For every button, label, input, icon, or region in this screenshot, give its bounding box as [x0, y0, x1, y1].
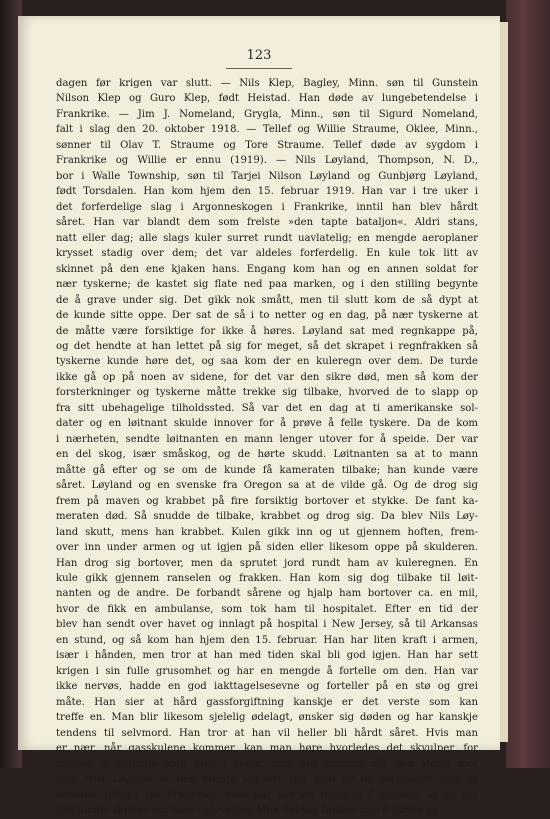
- text-line: gassen er flytende stoff inne i kulen, som blir sprengt når den støter mot: [56, 758, 478, 770]
- text-line: hvor de fikk en ambulanse, som tok ham til hospitalet. Efter en tid der: [56, 603, 478, 615]
- text-line: især i hånden, men tror at han med tiden skal bli god igjen. Han har sett: [56, 650, 478, 662]
- text-line: krigen i sin fulle grusomhet og har en mengde å fortelle om den. Han var: [56, 665, 478, 677]
- text-line: kule gikk gjennem ranselen og frakken. Han kom sig dog tilbake til løit-: [56, 573, 478, 584]
- text-line: måtte gå efter og se om de kunde få kameraten tilbake; han kunde være: [56, 464, 478, 476]
- text-line: dagen før krigen var slutt. — Nils Klep, Bagley, Minn. søn til Gunstein: [56, 78, 478, 89]
- text-line: født Torsdalen. Han kom hjem den 15. februar 1919. Han var i tre uker i: [56, 186, 478, 198]
- text-line: bok kunde skrives om hans oplevelser. Men det var tanken min å skrive en: [56, 805, 439, 817]
- text-line: meraten død. Så snudde de tilbake, krabbet og drog sig. Da blev Nils Løy-: [56, 511, 478, 523]
- body-text: [56, 76, 478, 819]
- text-line: dater og en løitnant skulde innover for å prøve å felle tyskere. Da de kom: [56, 418, 478, 430]
- text-line: sønner til Olav T. Straume og Tore Straume. Tellef døde av sygdom i: [56, 139, 478, 151]
- text-line: Han drog sig bortover, men da sprutet jord rundt ham av kuleregnen. En: [56, 557, 478, 569]
- text-line: en stund, og så kom han hjem den 15. februar. Han har liten kraft i armen,: [56, 634, 478, 646]
- text-line: bor i Walle Township, søn til Tarjei Nilson Løyland og Gunbjørg Løyland,: [56, 170, 478, 182]
- text-line: de kunde sitte oppe. Der sat de så i to netter og en dag, på nær tyskerne at: [56, 310, 478, 322]
- text-line: og det hendte at han lettet på sig for meget, så det skrapet i regnfrakken så: [56, 340, 478, 352]
- text-line: det forferdelige slag i Argonneskogen i Frankrike, inntil han blev hårdt: [56, 201, 478, 213]
- text-line: skinnet på den ene kjaken hans. Engang kom han og en annen soldat for: [56, 263, 478, 275]
- book-cover-right-edge: [506, 0, 550, 768]
- text-line: kommet tilbake fra Frankrike. Han har slik en mengde å fortelle, at en hel: [56, 789, 478, 801]
- text-line: Nilson Klep og Guro Klep, født Heistad. Han døde av lungebetendelse i: [56, 93, 478, 105]
- text-line: nanten og de andre. De forbandt sårene og hjalp ham bortover ca. en mil,: [56, 588, 478, 600]
- text-line: i nærheten, sendte løitnanten en mann lenger utover for å speide. Der var: [56, 433, 478, 445]
- text-line: blev han sendt over havet og innlagt på hospital i New Jersey, så til Arkansas: [56, 619, 478, 631]
- text-line: falt i slag den 20. oktober 1918. — Tellef og Willie Straume, Oklee, Minn.,: [56, 124, 478, 136]
- text-line: land skutt, mens han krabbet. Kulen gikk inn og ut gjennem hoften, frem-: [56, 526, 478, 538]
- text-line: treffe en. Man blir likesom sjelelig ødelagt, ønsker sig døden og har kanskje: [56, 712, 478, 724]
- page-number: 123: [246, 48, 272, 63]
- text-line: krysset stadig over dem; det var aldeles forferdelig. En kule tok litt av: [56, 248, 478, 260]
- text-line: ikke gå op på noen av sidene, for det var den sikre død, men så kom der: [56, 371, 478, 383]
- text-line: en del skog, især småskog, og de hørte skudd. Løitnanten sa at to mann: [56, 449, 478, 461]
- text-line: tendens til selvmord. Han tror at han vil heller bli hårdt såret. Hvis man: [56, 727, 478, 739]
- book-page: [18, 16, 500, 817]
- text-line: er nær, når gasskulene kommer, kan man høre hvorledes det skvulper, for: [56, 743, 478, 755]
- text-line: såret. Han var blandt dem som frelste »den tapte bataljon«. Aldri stans,: [56, 217, 478, 229]
- text-line: Frankrike. — Jim J. Nomeland, Grygla, Minn., søn til Sigurd Nomeland,: [56, 108, 478, 120]
- text-line: Frankrike og Willie er ennu (1919). — Nils Løyland, Thompson, N. D.,: [56, 155, 478, 167]
- text-line: de måtte være forsiktige for ikke å høres. Løyland sat med regnkappe på,: [56, 325, 478, 337]
- text-line: måte. Han sier at hård gassforgiftning kanskje er det verste som kan: [56, 696, 478, 708]
- text-line: de å grave under sig. Det gikk nok smått, men til slutt kom de så dypt at: [56, 294, 478, 306]
- text-line: over inn under armen og ut igjen på siden eller likesom oppe på skulderen.: [56, 542, 478, 554]
- text-line: tyskerne kunde høre det, og saa kom der en kuleregn over dem. De turde: [56, 356, 478, 368]
- text-line: forsterkninger og tyskerne måtte trekke sig tilbake, hvorved de to slapp op: [56, 387, 478, 399]
- text-line: noe. Nils Løyland er den eneste jeg har talt med av de setesdøler som er: [56, 774, 478, 786]
- text-line: nær tyskerne; de kastet sig flate ned paa marken, og i den stilling begynte: [56, 279, 478, 291]
- text-line: ikke nervøs, hadde en god iakttagelsesevne og forteller på en stø og grei: [56, 681, 478, 693]
- page-number-rule: [226, 68, 292, 69]
- text-line: frem på maven og krabbet på fire forsiktig bortover et stykke. De fant ka-: [56, 495, 478, 507]
- text-line: såret. Løyland og en svenske fra Oregon sa at de vilde gå. Og de drog sig: [56, 480, 478, 492]
- text-line: natt eller dag; alle slags kuler surret rundt uavlatelig; en mengde aeroplaner: [56, 232, 478, 244]
- text-line: fra sitt ubehagelige tilholdssted. Så var det en dag at ti amerikanske sol-: [56, 402, 478, 414]
